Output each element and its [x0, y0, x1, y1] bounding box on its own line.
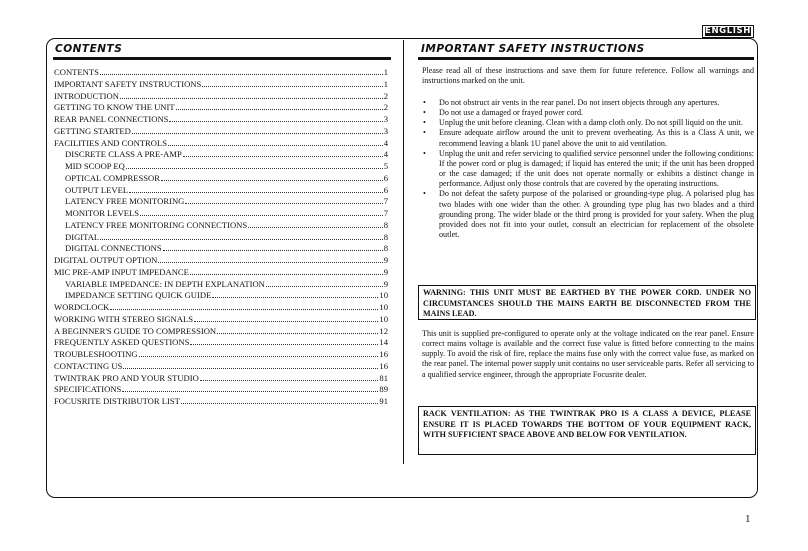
toc-entry-title: DIGITAL CONNECTIONS	[65, 243, 162, 254]
toc-entry-page: 10	[379, 290, 388, 301]
voltage-paragraph: This unit is supplied pre-configured to operate only at the voltage indicated on the rear panel. Ensure correct mains voltage is available and the correct fuse value is fitted before connecting to the mains supply. To avoid the risk of fire, replace the mains fuse only with the correct value fuse, as marked on the rear panel. The internal power supply unit contains no user serviceable parts. Refer all servicing to a qualified service engineer, through the appropriate Focusrite dealer.	[422, 329, 754, 379]
toc-entry-title: FOCUSRITE DISTRIBUTOR LIST	[54, 396, 180, 406]
table-of-contents	[54, 67, 388, 408]
toc-entry-page: 89	[379, 384, 388, 395]
toc-entry-page: 7	[383, 196, 388, 207]
safety-bullet-item: • Do not use a damaged or frayed power cord.	[422, 108, 754, 118]
toc-entry-page: 81	[379, 372, 388, 383]
toc-entry-page: 9	[383, 278, 388, 289]
toc-entry-title: MIC PRE-AMP INPUT IMPEDANCE	[54, 266, 189, 277]
toc-entry[interactable]	[54, 384, 388, 396]
toc-entry[interactable]	[54, 243, 388, 255]
toc-entry-page: 2	[383, 90, 388, 101]
toc-entry[interactable]	[54, 373, 388, 385]
toc-entry-title: LATENCY FREE MONITORING CONNECTIONS	[65, 219, 248, 230]
toc-entry-title: TWINTRAK PRO AND YOUR STUDIO	[54, 372, 199, 383]
toc-entry-page: 2	[383, 102, 388, 113]
toc-entry-title: IMPORTANT SAFETY INSTRUCTIONS	[54, 78, 202, 89]
toc-leader-dots	[200, 380, 379, 381]
toc-entry-page: 12	[379, 325, 388, 336]
toc-entry-title: CONTACTING US	[54, 360, 123, 371]
toc-entry[interactable]	[54, 208, 388, 220]
toc-entry-page: 8	[383, 243, 388, 254]
toc-entry[interactable]	[54, 91, 388, 103]
toc-leader-dots	[248, 227, 383, 228]
toc-entry[interactable]	[54, 79, 388, 91]
toc-leader-dots	[163, 250, 383, 251]
toc-leader-dots	[212, 297, 378, 298]
toc-leader-dots	[168, 145, 383, 146]
toc-entry-title: VARIABLE IMPEDANCE: IN DEPTH EXPLANATION	[65, 278, 265, 289]
toc-entry[interactable]	[54, 255, 388, 267]
toc-entry[interactable]	[54, 361, 388, 373]
toc-entry-title: GETTING TO KNOW THE UNIT	[54, 102, 175, 113]
contents-heading-rule	[53, 57, 391, 60]
toc-entry-title: A BEGINNER'S GUIDE TO COMPRESSION	[54, 325, 217, 336]
safety-heading: IMPORTANT SAFETY INSTRUCTIONS	[421, 43, 645, 55]
toc-entry-title: GETTING STARTED	[54, 125, 131, 136]
toc-leader-dots	[122, 391, 378, 392]
language-badge-label: ENGLISH	[705, 26, 751, 36]
earth-warning-box: WARNING: THIS UNIT MUST BE EARTHED BY THE POWER CORD. UNDER NO CIRCUMSTANCES SHOULD THE MAINS EARTH BE DISCONNECTED FROM THE MAINS LEAD.	[418, 285, 756, 320]
toc-entry[interactable]	[54, 267, 388, 279]
toc-entry-page: 10	[379, 302, 388, 312]
toc-entry-page: 9	[383, 255, 388, 265]
toc-entry[interactable]	[54, 114, 388, 126]
toc-leader-dots	[129, 192, 383, 193]
safety-intro: Please read all of these instructions and save them for future reference. Follow all warnings and instructions marked on the unit.	[422, 66, 754, 86]
toc-leader-dots	[176, 109, 383, 110]
toc-leader-dots	[100, 239, 383, 240]
toc-entry-page: 8	[383, 219, 388, 230]
toc-entry-page: 3	[383, 114, 388, 124]
toc-entry-title: DISCRETE CLASS A PRE-AMP	[65, 149, 182, 160]
toc-entry-title: CONTENTS	[54, 67, 99, 77]
toc-leader-dots	[217, 333, 378, 334]
toc-entry[interactable]	[54, 138, 388, 150]
toc-entry[interactable]	[54, 326, 388, 338]
toc-entry-title: TROUBLESHOOTING	[54, 349, 138, 359]
toc-entry[interactable]	[54, 220, 388, 232]
toc-entry-title: MONITOR LEVELS	[65, 208, 140, 218]
toc-entry[interactable]	[54, 161, 388, 173]
toc-entry-title: DIGITAL OUTPUT OPTION	[54, 255, 158, 265]
toc-entry-page: 3	[383, 125, 388, 136]
toc-entry-title: SPECIFICATIONS	[54, 384, 122, 395]
toc-entry[interactable]	[54, 126, 388, 138]
contents-heading: CONTENTS	[55, 43, 123, 55]
safety-bullet-item: • Do not defeat the safety purpose of the polarised or grounding-type plug. A polarised plug has two blades with one wider than the other. A grounding type plug has two blades and a third grounding prong. The wider blade or the third prong is provided for your safety. When the plug provided does not fit into your outlet, consult an electrician for replacement of the obsolete outlet.	[422, 189, 754, 240]
toc-entry-page: 6	[383, 172, 388, 183]
toc-entry-title: OPTICAL COMPRESSOR	[65, 172, 160, 183]
toc-entry-page: 4	[383, 137, 388, 148]
safety-bullet-item: • Do not obstruct air vents in the rear panel. Do not insert objects through any apertures.	[422, 98, 754, 108]
toc-leader-dots	[185, 203, 382, 204]
toc-entry-page: 4	[383, 149, 388, 160]
toc-leader-dots	[158, 262, 382, 263]
rack-ventilation-warning-box: RACK VENTILATION: AS THE TWINTRAK PRO IS A CLASS A DEVICE, PLEASE ENSURE IT IS PLACED TOWARDS THE BOTTOM OF YOUR EQUIPMENT RACK, WITH SUFFICIENT SPACE ABOVE AND BELOW FOR VENTILATION.	[418, 406, 756, 455]
toc-leader-dots	[181, 403, 379, 404]
toc-entry-page: 1	[383, 67, 388, 77]
toc-entry[interactable]	[54, 337, 388, 349]
safety-bullet-item: • Unplug the unit before cleaning. Clean with a damp cloth only. Do not spill liquid on the unit.	[422, 118, 754, 128]
safety-heading-rule	[418, 57, 754, 60]
toc-entry-title: WORDCLOCK	[54, 302, 110, 312]
toc-entry-title: DIGITAL	[65, 231, 100, 242]
toc-entry-page: 10	[379, 313, 388, 324]
toc-leader-dots	[190, 274, 383, 275]
toc-leader-dots	[100, 74, 383, 75]
toc-entry-page: 5	[383, 161, 388, 171]
toc-entry-page: 16	[379, 349, 388, 359]
toc-entry-page: 6	[383, 184, 388, 195]
toc-leader-dots	[169, 121, 382, 122]
toc-leader-dots	[123, 368, 378, 369]
toc-entry-title: LATENCY FREE MONITORING	[65, 196, 185, 207]
column-divider	[403, 40, 404, 464]
toc-entry-title: FACILITIES AND CONTROLS	[54, 137, 167, 148]
safety-bullet-item: • Ensure adequate airflow around the unit to prevent overheating. As this is a Class A unit, we recommend leaving a blank 1U panel above the unit to aid ventilation.	[422, 128, 754, 148]
toc-entry[interactable]	[54, 279, 388, 291]
toc-leader-dots	[194, 321, 378, 322]
toc-entry[interactable]	[54, 349, 388, 361]
toc-entry-page: 9	[383, 266, 388, 277]
toc-entry-title: WORKING WITH STEREO SIGNALS	[54, 313, 194, 324]
toc-leader-dots	[161, 180, 383, 181]
toc-entry[interactable]	[54, 102, 388, 114]
toc-leader-dots	[202, 86, 382, 87]
toc-entry-title: INTRODUCTION	[54, 90, 119, 101]
toc-entry-title: IMPEDANCE SETTING QUICK GUIDE	[65, 290, 212, 301]
toc-entry[interactable]	[54, 185, 388, 197]
toc-entry-title: OUTPUT LEVEL	[65, 184, 129, 195]
toc-entry-page: 91	[379, 396, 388, 406]
toc-entry[interactable]	[54, 173, 388, 185]
toc-leader-dots	[120, 98, 383, 99]
toc-entry-title: MID SCOOP EQ	[65, 161, 125, 171]
toc-entry[interactable]	[54, 232, 388, 244]
toc-entry[interactable]	[54, 314, 388, 326]
toc-entry-page: 14	[379, 337, 388, 348]
toc-entry[interactable]	[54, 196, 388, 208]
toc-leader-dots	[126, 168, 383, 169]
language-badge	[702, 25, 754, 38]
toc-entry-title: REAR PANEL CONNECTIONS	[54, 114, 169, 124]
toc-leader-dots	[110, 309, 378, 310]
page-number: 1	[745, 513, 751, 525]
toc-entry[interactable]	[54, 149, 388, 161]
toc-leader-dots	[132, 133, 383, 134]
toc-entry-page: 8	[383, 231, 388, 242]
toc-entry[interactable]	[54, 302, 388, 314]
toc-leader-dots	[140, 215, 383, 216]
toc-entry-page: 7	[383, 208, 388, 218]
toc-entry-page: 16	[379, 360, 388, 371]
toc-leader-dots	[183, 156, 383, 157]
safety-bullet-item: • Unplug the unit and refer servicing to qualified service personnel under the following conditions: If the power cord or plug is damaged; if liquid has entered the unit; if the unit has been dropped or the case damaged; if the unit does not operate normally or exhibits a distinct change in performance. Adjust only those controls that are covered by the operating instructions.	[422, 149, 754, 190]
toc-entry[interactable]	[54, 396, 388, 408]
toc-leader-dots	[266, 286, 383, 287]
toc-entry-title: FREQUENTLY ASKED QUESTIONS	[54, 337, 190, 348]
toc-entry-page: 1	[383, 78, 388, 89]
toc-leader-dots	[190, 344, 378, 345]
toc-entry[interactable]	[54, 67, 388, 79]
safety-bullet-list	[422, 98, 754, 240]
toc-entry[interactable]	[54, 290, 388, 302]
toc-leader-dots	[139, 356, 379, 357]
